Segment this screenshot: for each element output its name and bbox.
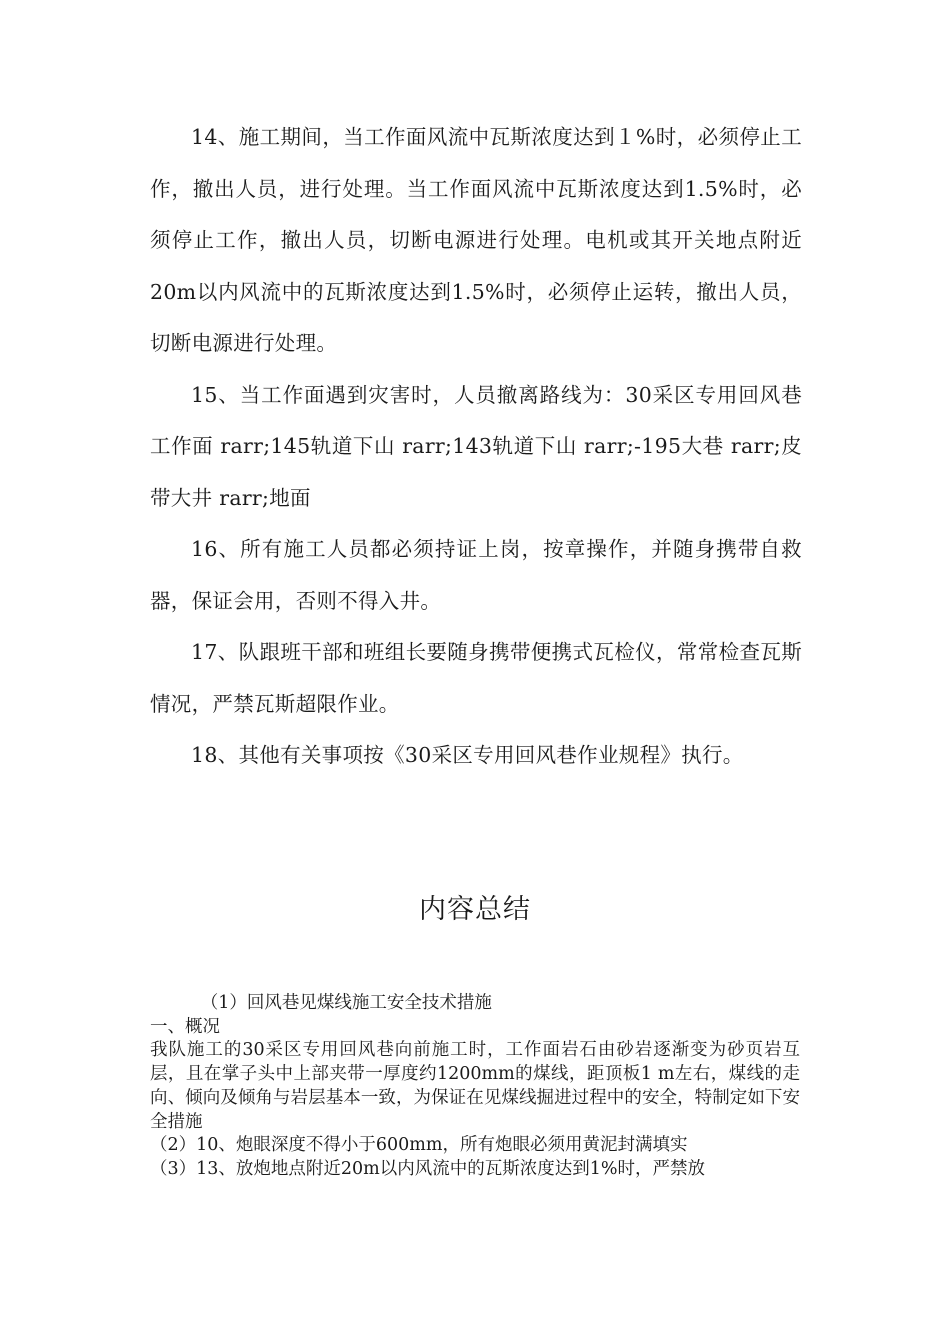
summary-section [150,992,800,1182]
paragraph-16: 16、所有施工人员都必须持证上岗，按章操作，并随身携带自救器，保证会用，否则不得入井。 [150,537,802,613]
paragraph-17: 17、队跟班干部和班组长要随身携带便携式瓦检仪，常常检查瓦斯情况，严禁瓦斯超限作业。 [150,640,802,716]
summary-section-label: 一、概况 [150,1016,220,1037]
summary-heading: （1）回风巷见煤线施工安全技术措施 [200,993,492,1013]
paragraph-14: 14、施工期间，当工作面风流中瓦斯浓度达到１%时，必须停止工作，撤出人员，进行处理。当工作面风流中瓦斯浓度达到1.5%时，必须停止工作，撤出人员，切断电源进行处理。电机或其开关地点附近20m以内风流中的瓦斯浓度达到1.5%时，必须停止运转，撤出人员，切断电源进行处理。 [150,125,802,355]
paragraph-15: 15、当工作面遇到灾害时，人员撤离路线为：30采区专用回风巷工作面 rarr;145轨道下山 rarr;143轨道下山 rarr;-195大巷 rarr;皮带大井 rarr;地面 [150,382,802,510]
summary-body: 我队施工的30采区专用回风巷向前施工时，工作面岩石由砂岩逐渐变为砂页岩互层，且在掌子头中上部夹带一厚度约1200mm的煤线，距顶板1 m左右，煤线的走向、倾向及倾角与岩层基本一致，为保证在见煤线掘进过程中的安全，特制定如下安全措施 [150,1040,800,1132]
main-body-text [150,112,802,782]
summary-item-2: （2）10、炮眼深度不得小于600mm，所有炮眼必须用黄泥封满填实 [150,1135,688,1156]
summary-title: 内容总结 [419,894,531,925]
summary-item-3: （3）13、放炮地点附近20m以内风流中的瓦斯浓度达到1%时，严禁放 [150,1158,706,1179]
paragraph-18: 18、其他有关事项按《30采区专用回风巷作业规程》执行。 [191,743,744,767]
